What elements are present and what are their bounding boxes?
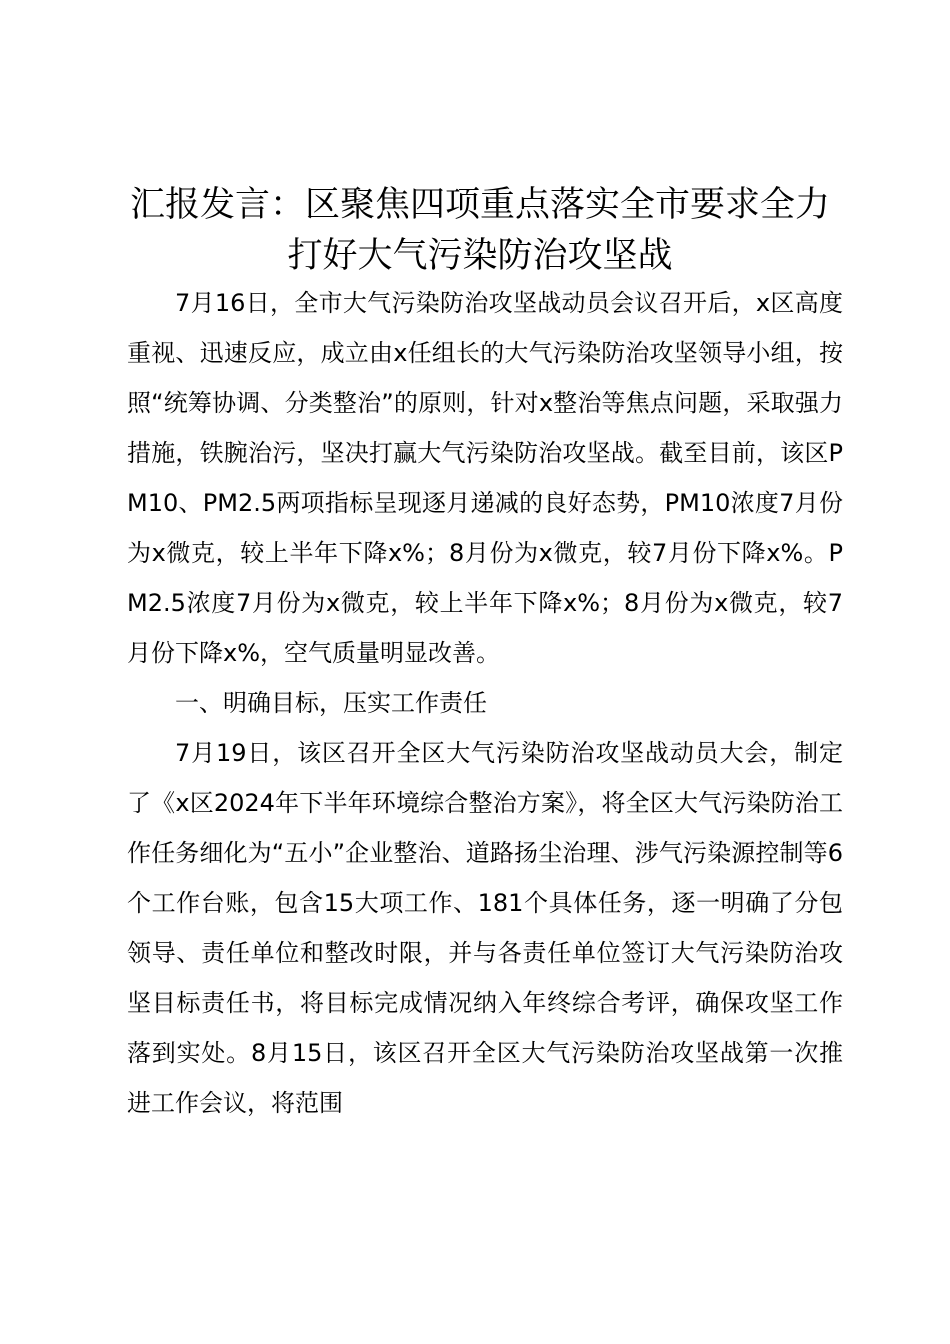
section-heading-1: 一、明确目标，压实工作责任 (175, 689, 487, 717)
body-paragraph-intro: 7月16日，全市大气污染防治攻坚战动员会议召开后，x区高度重视、迅速反应，成立由x任组长的大气污染防治攻坚领导小组，按照“统筹协调、分类整治”的原则，针对x整治等焦点问题，采取强力措施，铁腕治污，坚决打赢大气污染防治攻坚战。截至目前，该区PM10、PM2.5两项指标呈现逐月递减的良好态势，PM10浓度7月份为x微克，较上半年下降x%；8月份为x微克，较7月份下降x%。PM2.5浓度7月份为x微克，较上半年下降x%；8月份为x微克，较7月份下降x%，空气质量明显改善。 (127, 289, 843, 667)
body-paragraph-section-1: 7月19日，该区召开全区大气污染防治攻坚战动员大会，制定了《x区2024年下半年环境综合整治方案》，将全区大气污染防治工作任务细化为“五小”企业整治、道路扬尘治理、涉气污染源控制等6个工作台账，包含15大项工作、181个具体任务，逐一明确了分包领导、责任单位和整改时限，并与各责任单位签订大气污染防治攻坚目标责任书，将目标完成情况纳入年终综合考评，确保攻坚工作落到实处。8月15日，该区召开全区大气污染防治攻坚战第一次推进工作会议，将范围 (127, 739, 843, 1117)
title-line-2: 打好大气污染防治攻坚战 (287, 236, 673, 276)
title-line-1: 汇报发言：区聚焦四项重点落实全市要求全力 (129, 185, 830, 225)
document-title (110, 180, 850, 282)
document-body (127, 278, 843, 1128)
